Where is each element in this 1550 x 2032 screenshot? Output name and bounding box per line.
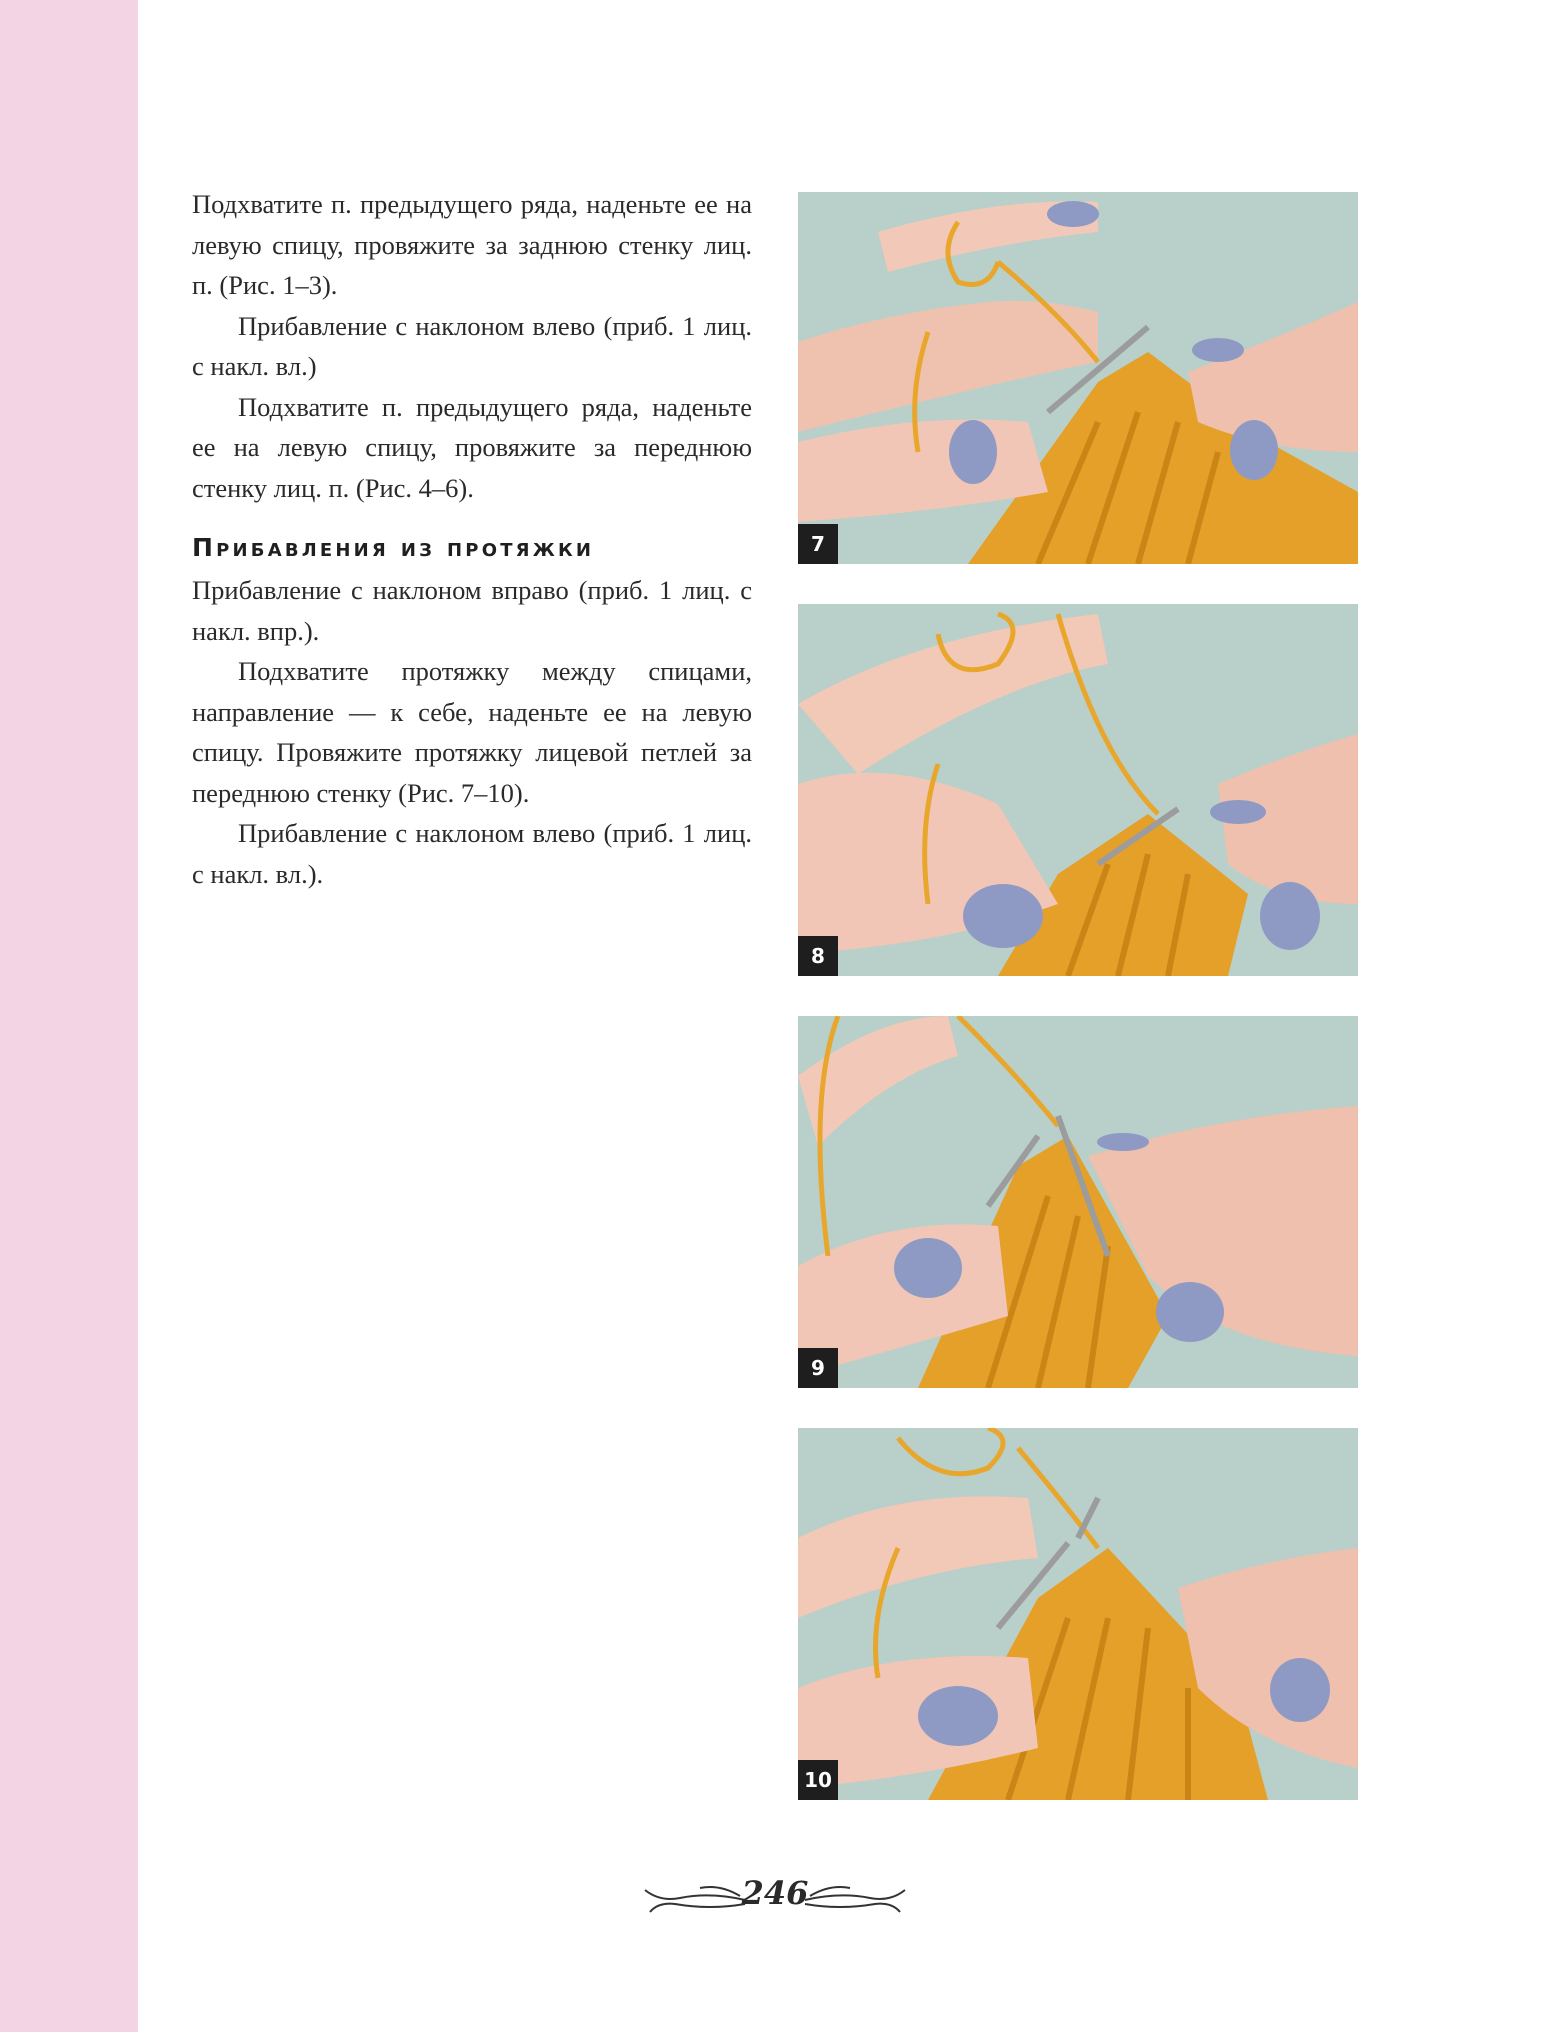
section-heading: Прибавления из протяжки: [192, 533, 595, 562]
side-color-band: [0, 0, 138, 2032]
knitting-hands-image: [798, 604, 1358, 976]
right-flourish-icon: [800, 1878, 910, 1918]
figure-label-10: 10: [798, 1760, 838, 1800]
knitting-hands-image: [798, 1016, 1358, 1388]
figure-label-8: 8: [798, 936, 838, 976]
paragraph-2: Прибавление с наклоном влево (приб. 1 лиц. с накл. вл.): [192, 310, 752, 381]
text-column: [192, 184, 752, 894]
page-number: 246: [741, 1874, 809, 1912]
figure-10-photo: [798, 1428, 1358, 1800]
figure-label-9: 9: [798, 1348, 838, 1388]
paragraph-3: Подхватите п. предыдущего ряда, наденьте ее на левую спицу, провяжите за переднюю стенку лиц. п. (Рис. 4–6).: [192, 391, 752, 503]
knitting-hands-image: [798, 192, 1358, 564]
paragraph-4: Прибавление с наклоном вправо (приб. 1 лиц. с накл. впр.).: [192, 575, 752, 646]
page-footer: [640, 1868, 910, 1928]
paragraph-5: Подхватите протяжку между спицами, направление — к себе, наденьте ее на левую спицу. Провяжите протяжку лицевой петлей за переднюю стенку (Рис. 7–10).: [192, 656, 752, 808]
knitting-hands-image: [798, 1428, 1358, 1800]
paragraph-6: Прибавление с наклоном влево (приб. 1 лиц. с накл. вл.).: [192, 818, 752, 889]
figure-9-photo: [798, 1016, 1358, 1388]
figure-label-7: 7: [798, 524, 838, 564]
figure-7-photo: [798, 192, 1358, 564]
figure-8-photo: [798, 604, 1358, 976]
paragraph-1: Подхватите п. предыдущего ряда, наденьте ее на левую спицу, провяжите за заднюю стенку лиц. п. (Рис. 1–3).: [192, 189, 752, 300]
